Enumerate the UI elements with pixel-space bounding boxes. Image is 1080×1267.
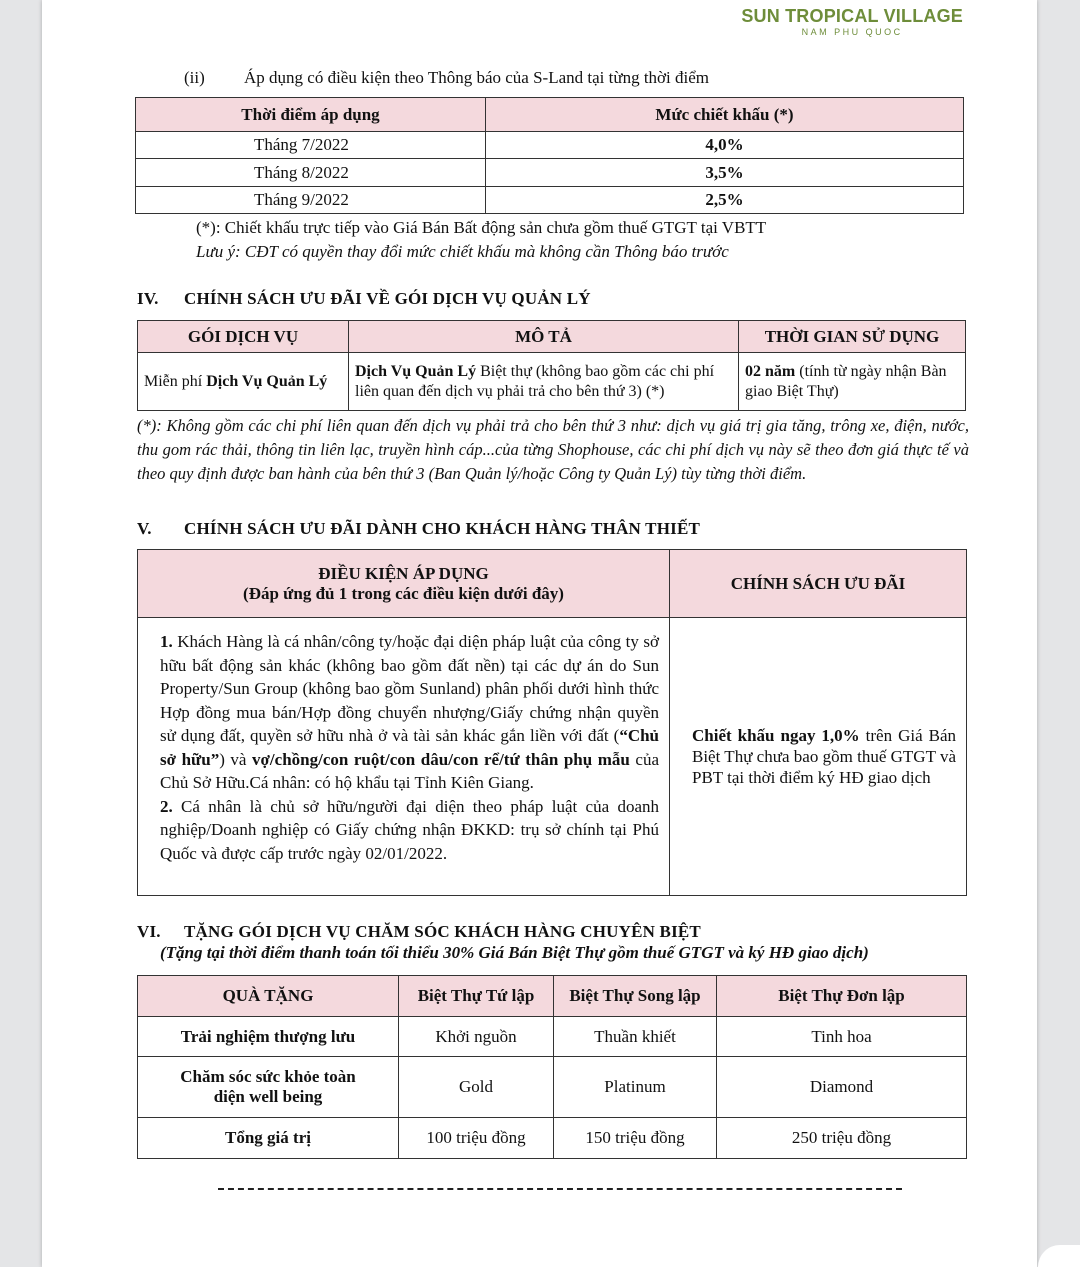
table-row xyxy=(138,1118,967,1159)
section-v-heading xyxy=(137,519,701,539)
section-vi-subtitle: (Tặng tại thời điểm thanh toán tối thiểu 30% Giá Bán Biệt Thự gồm thuế GTGT và ký HĐ giao dịch) xyxy=(160,943,869,962)
table-cell: Thuần khiết xyxy=(554,1017,717,1057)
table-cell: 100 triệu đồng xyxy=(399,1118,554,1159)
table-cell: Tinh hoa xyxy=(717,1017,967,1057)
logo-main-text: SUN TROPICAL VILLAGE xyxy=(741,6,963,26)
header-cell: GÓI DỊCH VỤ xyxy=(138,321,349,353)
section-v-number: V. xyxy=(137,519,152,538)
page-corner xyxy=(1038,1245,1080,1267)
table-cell: Khởi nguồn xyxy=(399,1017,554,1057)
condition-1: 1. Khách Hàng là cá nhân/công ty/hoặc đại diện pháp luật của công ty sở hữu bất động sản khác (không bao gồm đất nền) tại các dự án do Sun Property/Sun Group (không bao gồm Sunland) phân phối dưới hình thức Hợp đồng mua bán/Hợp đồng chuyển nhượng/Giấy chứng nhận quyền sử dụng đất, quyền sở hữu nhà ở và tài sản khác gắn liền với đất (“Chủ sở hữu”) và vợ/chồng/con ruột/con dâu/con rể/tứ thân phụ mẫu của Chủ Sở Hữu.Cá nhân: có hộ khẩu tại Tỉnh Kiên Giang. xyxy=(160,632,660,792)
service-package-cell: Miễn phí Dịch Vụ Quản Lý xyxy=(138,353,349,411)
table-cell: Chăm sóc sức khỏe toàn diện well being xyxy=(138,1057,399,1118)
service-table xyxy=(137,320,966,411)
table-header-row xyxy=(138,976,967,1017)
table-cell: Tháng 8/2022 xyxy=(136,159,486,187)
header-cell: Biệt Thự Đơn lập xyxy=(717,976,967,1017)
service-description-cell: Dịch Vụ Quản Lý Biệt thự (không bao gồm các chi phí liên quan đến dịch vụ phải trả cho bên thứ 3) (*) xyxy=(349,353,739,411)
dashed-separator xyxy=(218,1188,902,1190)
header-cell: MÔ TẢ xyxy=(349,321,739,353)
table-cell: Diamond xyxy=(717,1057,967,1118)
table-cell: Trải nghiệm thượng lưu xyxy=(138,1017,399,1057)
brand-logo xyxy=(741,6,963,37)
table-header-row xyxy=(138,321,966,353)
table-cell: 4,0% xyxy=(486,132,964,159)
table-row xyxy=(138,353,966,411)
table-cell: Tháng 7/2022 xyxy=(136,132,486,159)
table-cell: 250 triệu đồng xyxy=(717,1118,967,1159)
table-cell: Tổng giá trị xyxy=(138,1118,399,1159)
document-page xyxy=(42,0,1037,1267)
header-cell: Thời điểm áp dụng xyxy=(136,98,486,132)
section-vi-title: TẶNG GÓI DỊCH VỤ CHĂM SÓC KHÁCH HÀNG CHUYÊN BIỆT xyxy=(184,922,701,941)
discount-note: (*): Chiết khấu trực tiếp vào Giá Bán Bất động sản chưa gồm thuế GTGT tại VBTT xyxy=(196,218,767,237)
conditions-header: ĐIỀU KIỆN ÁP DỤNG (Đáp ứng đủ 1 trong các điều kiện dưới đây) xyxy=(138,550,670,618)
table-row xyxy=(136,132,964,159)
gift-table xyxy=(137,975,967,1159)
policy-header: CHÍNH SÁCH ƯU ĐÃI xyxy=(670,550,967,618)
loyalty-table xyxy=(137,549,967,896)
table-row xyxy=(136,159,964,187)
table-cell: Platinum xyxy=(554,1057,717,1118)
section-ii-heading xyxy=(184,68,709,88)
header-cell: Mức chiết khấu (*) xyxy=(486,98,964,132)
table-cell: 150 triệu đồng xyxy=(554,1118,717,1159)
section-v-title: CHÍNH SÁCH ƯU ĐÃI DÀNH CHO KHÁCH HÀNG THÂN THIẾT xyxy=(184,519,701,538)
policy-cell: Chiết khấu ngay 1,0% trên Giá Bán Biệt Thự chưa bao gồm thuế GTGT và PBT tại thời điểm ký HĐ giao dịch xyxy=(670,618,967,896)
table-cell: 2,5% xyxy=(486,187,964,214)
table-cell: 3,5% xyxy=(486,159,964,187)
discount-table xyxy=(135,97,964,214)
section-vi-heading xyxy=(137,922,701,942)
header-cell: Biệt Thự Song lập xyxy=(554,976,717,1017)
section-iv-number: IV. xyxy=(137,289,159,308)
table-header-row xyxy=(138,550,967,618)
table-row xyxy=(138,1057,967,1118)
table-row xyxy=(136,187,964,214)
table-cell: Tháng 9/2022 xyxy=(136,187,486,214)
conditions-cell xyxy=(138,618,670,896)
change-notice: Lưu ý: CĐT có quyền thay đổi mức chiết khấu mà không cần Thông báo trước xyxy=(196,242,729,261)
table-cell: Gold xyxy=(399,1057,554,1118)
table-header-row xyxy=(136,98,964,132)
section-ii-number: (ii) xyxy=(184,68,205,87)
table-row xyxy=(138,1017,967,1057)
condition-2: 2. Cá nhân là chủ sở hữu/người đại diện theo pháp luật của doanh nghiệp/Doanh nghiệp có Giấy chứng nhận ĐKKD: trụ sở chính tại Phú Quốc và được cấp trước ngày 02/01/2022. xyxy=(160,796,659,863)
table-row xyxy=(138,618,967,896)
header-cell: QUÀ TẶNG xyxy=(138,976,399,1017)
section-ii-title: Áp dụng có điều kiện theo Thông báo của S-Land tại từng thời điểm xyxy=(244,68,709,87)
header-cell: THỜI GIAN SỬ DỤNG xyxy=(739,321,966,353)
section-iv-heading xyxy=(137,289,591,309)
service-fee-note: (*): Không gồm các chi phí liên quan đến dịch vụ phải trả cho bên thứ 3 như: dịch vụ giá trị gia tăng, trông xe, điện, nước, thu gom rác thải, thông tin liên lạc, truyền hình cáp...của từng Shophouse, các chi phí dịch vụ này sẽ theo đơn giá thực tế và theo quy định được ban hành của bên thứ 3 (Ban Quản lý/hoặc Công ty Quản Lý) tùy từng thời điểm. xyxy=(137,416,969,483)
section-vi-number: VI. xyxy=(137,922,161,941)
service-duration-cell: 02 năm (tính từ ngày nhận Bàn giao Biệt Thự) xyxy=(739,353,966,411)
header-cell: Biệt Thự Tứ lập xyxy=(399,976,554,1017)
section-iv-title: CHÍNH SÁCH ƯU ĐÃI VỀ GÓI DỊCH VỤ QUẢN LÝ xyxy=(184,289,591,308)
logo-sub-text: NAM PHU QUOC xyxy=(801,27,903,37)
